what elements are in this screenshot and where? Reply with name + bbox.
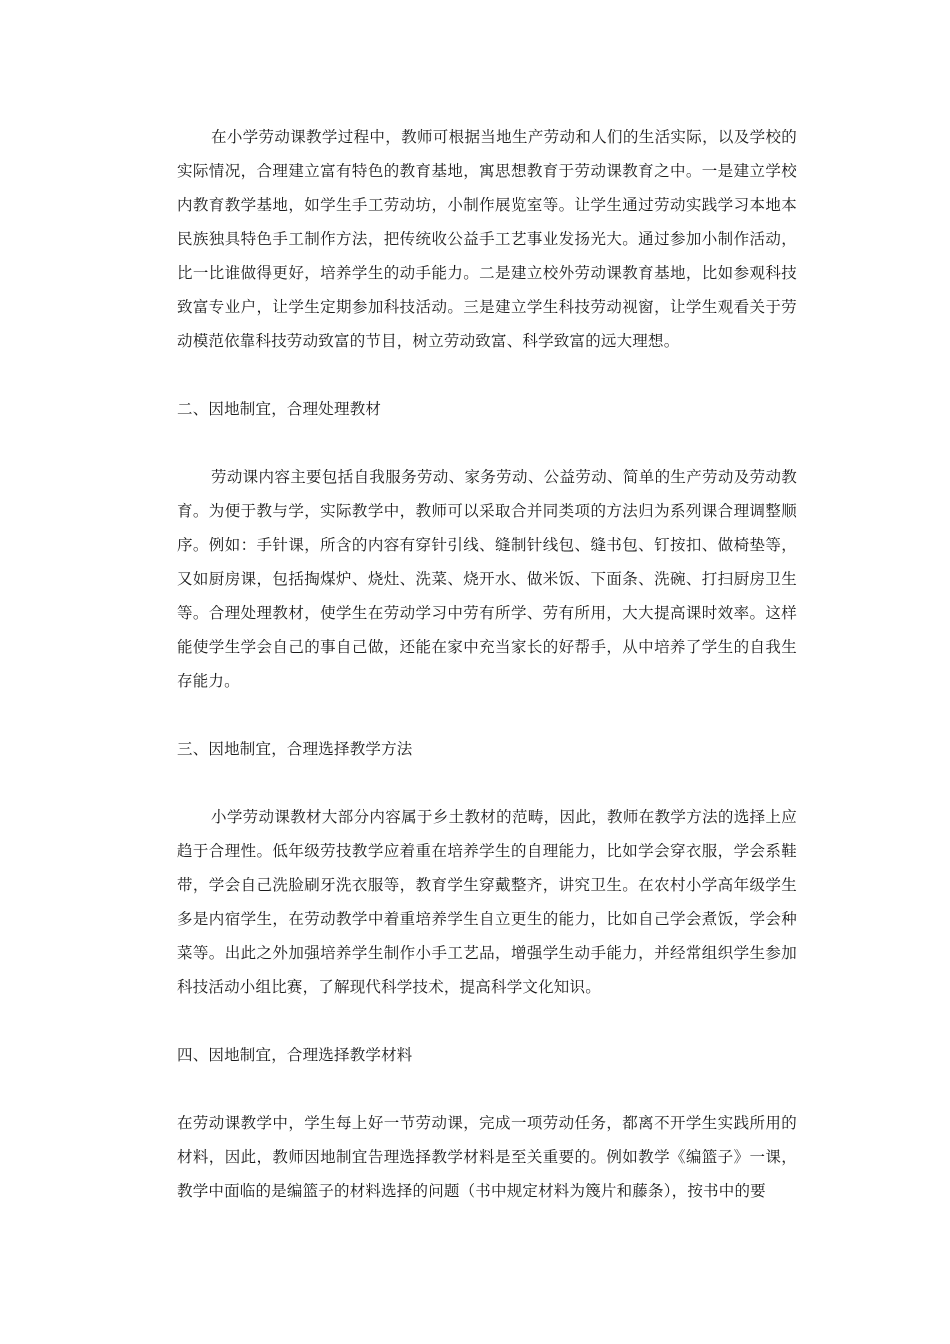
paragraph-spacer: [177, 358, 797, 392]
paragraph-spacer: [177, 766, 797, 800]
paragraph-spacer: [177, 426, 797, 460]
document-body: [177, 120, 797, 1208]
paragraph-spacer: [177, 1004, 797, 1038]
paragraph-teaching-methods: 小学劳动课教材大部分内容属于乡土教材的范畴，因此，教师在教学方法的选择上应趋于合理性。低年级劳技教学应着重在培养学生的自理能力，比如学会穿衣服，学会系鞋带，学会自己洗脸刷牙洗衣服等，教育学生穿戴整齐，讲究卫生。在农村小学高年级学生多是内宿学生，在劳动教学中着重培养学生自立更生的能力，比如自己学会煮饭，学会种菜等。出此之外加强培养学生制作小手工艺品，增强学生动手能力，并经常组织学生参加科技活动小组比赛，了解现代科学技术，提高科学文化知识。: [177, 808, 797, 996]
paragraph-spacer: [177, 698, 797, 732]
section-heading-2: 二、因地制宜，合理处理教材: [177, 400, 382, 418]
paragraph-spacer: [177, 1072, 797, 1106]
paragraph-textbook-handling: 劳动课内容主要包括自我服务劳动、家务劳动、公益劳动、简单的生产劳动及劳动教育。为便于教与学，实际教学中，教师可以采取合并同类项的方法归为系列课合理调整顺序。例如：手针课，所含的内容有穿针引线、缝制针线包、缝书包、钉按扣、做椅垫等，又如厨房课，包括掏煤炉、烧灶、洗菜、烧开水、做米饭、下面条、洗碗、打扫厨房卫生等。合理处理教材，使学生在劳动学习中劳有所学、劳有所用，大大提高课时效率。这样能使学生学会自己的事自己做，还能在家中充当家长的好帮手，从中培养了学生的自我生存能力。: [177, 468, 797, 690]
section-heading-3: 三、因地制宜，合理选择教学方法: [177, 740, 413, 758]
paragraph-teaching-materials: 在劳动课教学中，学生每上好一节劳动课，完成一项劳动任务，都离不开学生实践所用的材料，因此，教师因地制宜告理选择教学材料是至关重要的。例如教学《编篮子》一课，教学中面临的是编篮子的材料选择的问题（书中规定材料为篾片和藤条），按书中的要: [177, 1114, 797, 1200]
section-heading-4: 四、因地制宜，合理选择教学材料: [177, 1046, 413, 1064]
paragraph-education-base: 在小学劳动课教学过程中，教师可根据当地生产劳动和人们的生活实际，以及学校的实际情况，合理建立富有特色的教育基地，寓思想教育于劳动课教育之中。一是建立学校内教育教学基地，如学生手工劳动坊，小制作展览室等。让学生通过劳动实践学习本地本民族独具特色手工制作方法，把传统收公益手工艺事业发扬光大。通过参加小制作活动，比一比谁做得更好，培养学生的动手能力。二是建立校外劳动课教育基地，比如参观科技致富专业户，让学生定期参加科技活动。三是建立学生科技劳动视窗，让学生观看关于劳动模范依靠科技劳动致富的节目，树立劳动致富、科学致富的远大理想。: [177, 128, 797, 350]
